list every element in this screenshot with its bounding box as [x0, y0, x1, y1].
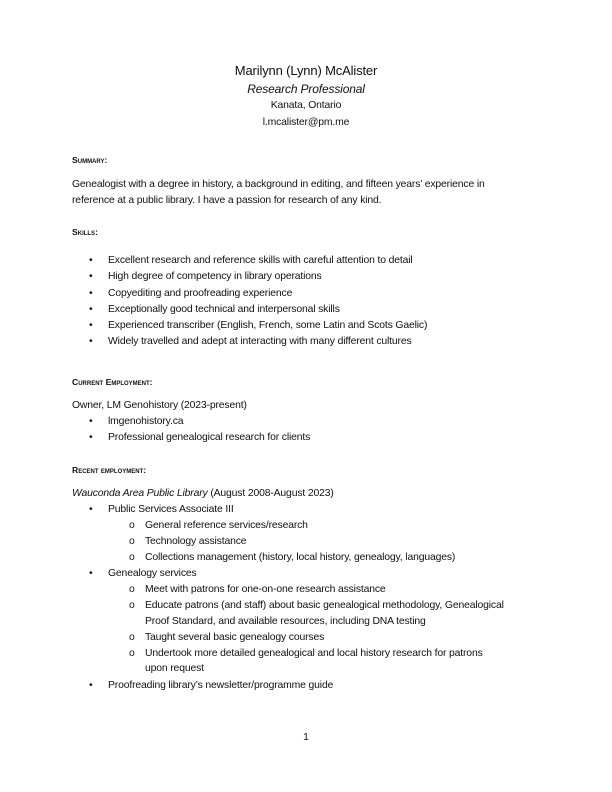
- duty-item: Collections management (history, local history, genealogy, languages): [145, 552, 456, 563]
- bullet-icon: •: [89, 504, 93, 515]
- bullet-icon: •: [89, 336, 93, 347]
- summary-line: Genealogist with a degree in history, a background in editing, and fifteen years’ experience in: [72, 179, 485, 190]
- current-item: Professional genealogical research for clients: [108, 432, 311, 443]
- bullet-icon: •: [89, 271, 93, 282]
- skill-item: Copyediting and proofreading experience: [108, 288, 293, 299]
- page-number: 1: [303, 732, 309, 743]
- professional-title: Research Professional: [247, 82, 365, 96]
- summary-line: reference at a public library. I have a passion for research of any kind.: [72, 195, 382, 206]
- summary-heading: Summary:: [72, 155, 108, 165]
- skill-item: Widely travelled and adept at interacting with many different cultures: [108, 336, 412, 347]
- duty-item: Taught several basic genealogy courses: [145, 632, 325, 643]
- sub-bullet-icon: o: [129, 536, 135, 547]
- duty-item: Undertook more detailed genealogical and local history research for patrons: [145, 648, 483, 659]
- sub-bullet-icon: o: [129, 648, 135, 659]
- recent-employment-heading: Recent employment:: [72, 465, 147, 475]
- website-link[interactable]: lmgenohistory.ca: [108, 416, 184, 427]
- bullet-icon: •: [89, 255, 93, 266]
- duty-item-continued: Proof Standard, and available resources, including DNA testing: [145, 616, 426, 627]
- employer-line: [72, 487, 334, 501]
- bullet-icon: •: [89, 416, 93, 427]
- role-title: Genealogy services: [108, 568, 197, 579]
- bullet-icon: •: [89, 288, 93, 299]
- skill-item: Excellent research and reference skills with careful attention to detail: [108, 255, 413, 266]
- email-link[interactable]: l.mcalister@pm.me: [262, 117, 350, 128]
- sub-bullet-icon: o: [129, 600, 135, 611]
- skill-item: Experienced transcriber (English, French, some Latin and Scots Gaelic): [108, 320, 428, 331]
- bullet-icon: •: [89, 320, 93, 331]
- duty-item: Technology assistance: [145, 536, 247, 547]
- location: Kanata, Ontario: [270, 100, 342, 111]
- skill-item: High degree of competency in library operations: [108, 271, 322, 282]
- bullet-icon: •: [89, 680, 93, 691]
- bullet-icon: •: [89, 568, 93, 579]
- role-title: Proofreading library’s newsletter/programme guide: [108, 680, 334, 691]
- sub-bullet-icon: o: [129, 632, 135, 643]
- skill-item: Exceptionally good technical and interpersonal skills: [108, 304, 340, 315]
- employer-name: Wauconda Area Public Library: [72, 488, 208, 499]
- current-employment-heading: Current Employment:: [72, 377, 153, 387]
- bullet-icon: •: [89, 432, 93, 443]
- duty-item: General reference services/research: [145, 520, 308, 531]
- employment-dates: (August 2008-August 2023): [210, 488, 334, 499]
- current-role: Owner, LM Genohistory (2023-present): [72, 400, 247, 411]
- bullet-icon: •: [89, 304, 93, 315]
- duty-item: Meet with patrons for one-on-one research assistance: [145, 584, 386, 595]
- sub-bullet-icon: o: [129, 584, 135, 595]
- skills-heading: Skills:: [72, 227, 98, 237]
- candidate-name: Marilynn (Lynn) McAlister: [234, 63, 378, 78]
- duty-item-continued: upon request: [145, 663, 204, 674]
- sub-bullet-icon: o: [129, 520, 135, 531]
- duty-item: Educate patrons (and staff) about basic genealogical methodology, Genealogical: [145, 600, 504, 611]
- sub-bullet-icon: o: [129, 552, 135, 563]
- role-title: Public Services Associate III: [108, 504, 234, 515]
